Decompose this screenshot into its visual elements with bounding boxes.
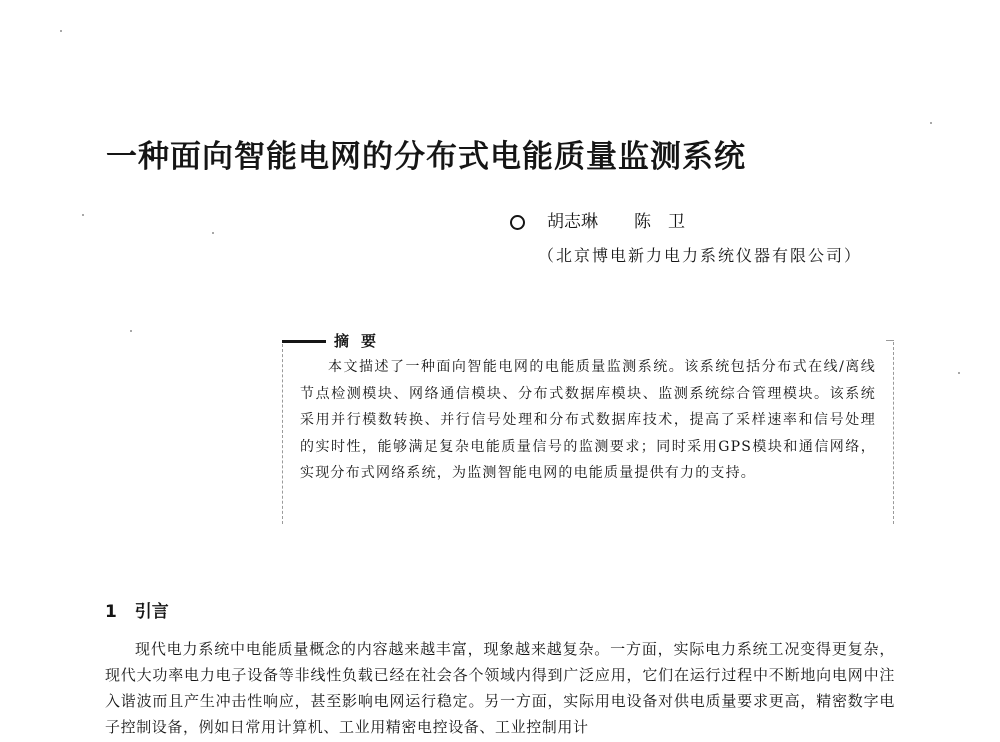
scan-speck: [212, 232, 214, 234]
abstract-left-border: [282, 344, 283, 524]
author-circle-icon: [510, 215, 525, 230]
author-line: [510, 209, 685, 235]
author-name: 胡志琳: [547, 212, 598, 232]
paper-title: 一种面向智能电网的分布式电能质量监测系统: [106, 139, 746, 175]
section-heading: [105, 600, 169, 624]
author-name: 陈 卫: [634, 212, 685, 232]
scan-speck: [60, 30, 62, 32]
scan-speck: [130, 330, 132, 332]
section-number: 1: [105, 602, 117, 622]
section-body-text: 现代电力系统中电能质量概念的内容越来越丰富，现象越来越复杂。一方面，实际电力系统工况变得更复杂，现代大功率电力电子设备等非线性负载已经在社会各个领域内得到广泛应用，它们在运行过程中不断地向电网中注入谐波而且产生冲击性响应，甚至影响电网运行稳定。另一方面，实际用电设备对供电质量要求更高，精密数字电子控制设备，例如日常用计算机、工业用精密电控设备、工业控制用计: [105, 640, 895, 736]
abstract-heading-rule: [282, 340, 326, 343]
abstract-heading-label: 摘要: [334, 332, 389, 350]
scan-speck: [958, 372, 960, 374]
abstract-heading: [282, 330, 388, 352]
author-affiliation: （北京博电新力电力系统仪器有限公司）: [538, 246, 863, 265]
abstract-corner-tick: [886, 340, 894, 341]
scan-speck: [930, 122, 932, 124]
abstract-text: 本文描述了一种面向智能电网的电能质量监测系统。该系统包括分布式在线/离线节点检测模块、网络通信模块、分布式数据库模块、监测系统综合管理模块。该系统采用并行模数转换、并行信号处理和分布式数据库技术，提高了采样速率和信号处理的实时性，能够满足复杂电能质量信号的监测要求；同时采用GPS模块和通信网络，实现分布式网络系统，为监测智能电网的电能质量提供有力的支持。: [300, 359, 876, 481]
section-title: 引言: [134, 602, 169, 622]
abstract-right-border: [893, 342, 894, 524]
abstract-box: [282, 330, 894, 524]
scan-speck: [82, 214, 84, 216]
